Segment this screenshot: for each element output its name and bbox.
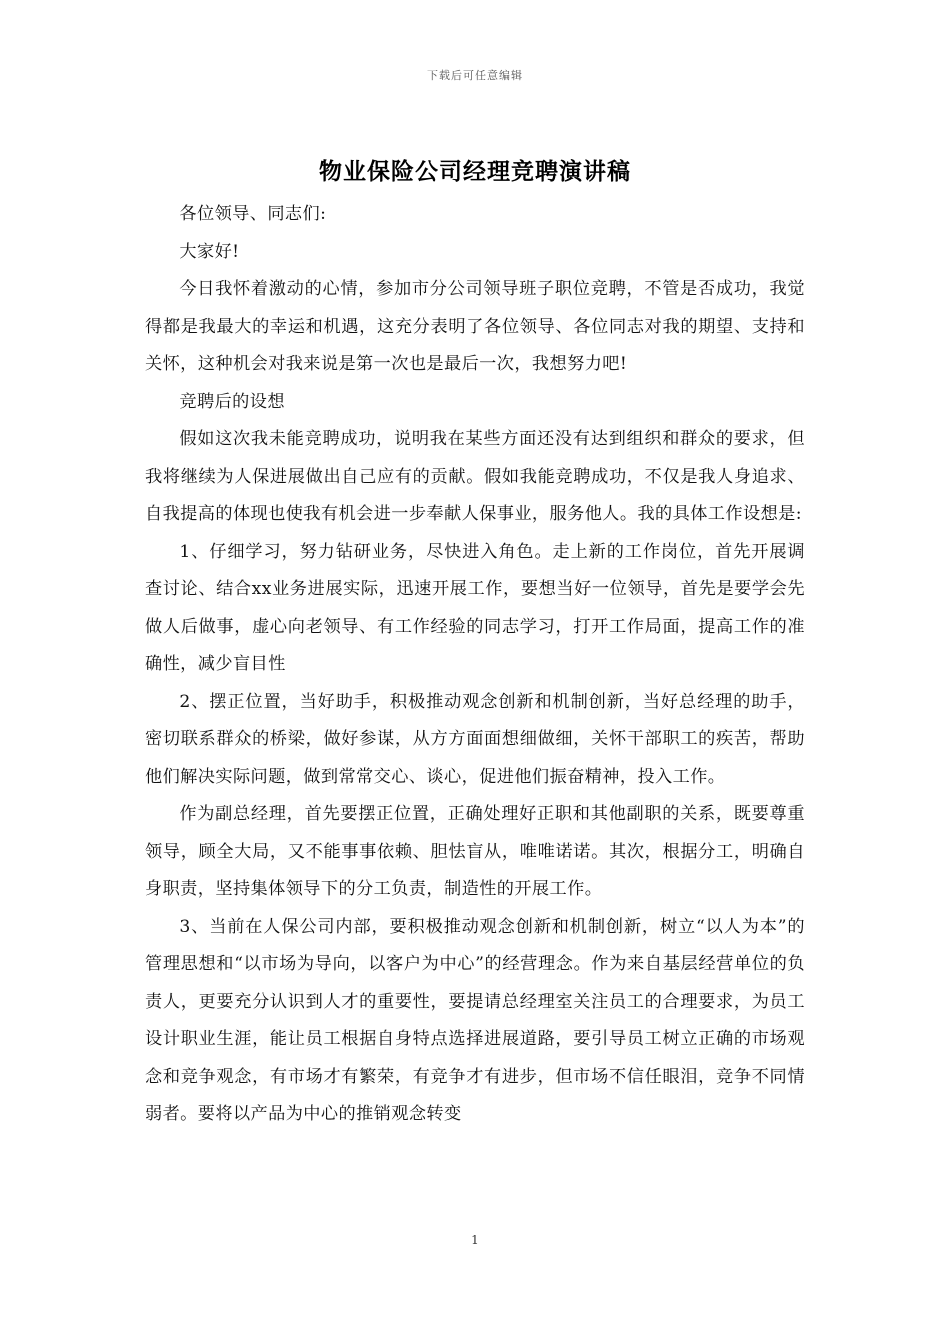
- paragraph-section-heading: 竞聘后的设想: [179, 391, 285, 412]
- paragraph-intro: 今日我怀着激动的心情，参加市分公司领导班子职位竞聘，不管是否成功，我觉得都是我最大的幸运和机遇，这充分表明了各位领导、各位同志对我的期望、支持和关怀，这种机会对我来说是第一次也是最后一次，我想努力吧!: [145, 279, 805, 374]
- paragraph-point-1: 1、仔细学习，努力钻研业务，尽快进入角色。走上新的工作岗位，首先开展调查讨论、结合xx业务进展实际，迅速开展工作，要想当好一位领导，首先是要学会先做人后做事，虚心向老领导、有工作经验的同志学习，打开工作局面，提高工作的准确性，减少盲目性: [145, 541, 805, 674]
- paragraph-deputy-role: 作为副总经理，首先要摆正位置，正确处理好正职和其他副职的关系，既要尊重领导，顾全大局，又不能事事依赖、胆怯盲从，唯唯诺诺。其次，根据分工，明确自身职责，坚持集体领导下的分工负责，制造性的开展工作。: [145, 804, 805, 899]
- paragraph-plan-overview: 假如这次我未能竞聘成功，说明我在某些方面还没有达到组织和群众的要求，但我将继续为人保进展做出自己应有的贡献。假如我能竞聘成功，不仅是我人身追求、自我提高的体现也使我有机会进一步奉献人保事业，服务他人。我的具体工作设想是:: [145, 429, 805, 524]
- document-body: [145, 196, 805, 1134]
- paragraph-salutation: 各位领导、同志们:: [179, 204, 327, 224]
- paragraph-point-2: 2、摆正位置，当好助手，积极推动观念创新和机制创新，当好总经理的助手，密切联系群众的桥梁，做好参谋，从方方面面想细做细，关怀干部职工的疾苦，帮助他们解决实际问题，做到常常交心、谈心，促进他们振奋精神，投入工作。: [145, 691, 805, 787]
- header-note: 下载后可任意编辑: [427, 69, 523, 82]
- document-title: 物业保险公司经理竞聘演讲稿: [319, 158, 631, 185]
- page-number: 1: [471, 1233, 479, 1247]
- paragraph-point-3: 3、当前在人保公司内部，要积极推动观念创新和机制创新，树立“以人为本”的管理思想和“以市场为导向，以客户为中心”的经营理念。作为来自基层经营单位的负责人，更要充分认识到人才的重要性，要提请总经理室关注员工的合理要求，为员工设计职业生涯，能让员工根据自身特点选择进展道路，要引导员工树立正确的市场观念和竞争观念，有市场才有繁荣，有竞争才有进步，但市场不信任眼泪，竞争不同情弱者。要将以产品为中心的推销观念转变: [145, 916, 805, 1124]
- paragraph-greeting: 大家好!: [179, 241, 240, 262]
